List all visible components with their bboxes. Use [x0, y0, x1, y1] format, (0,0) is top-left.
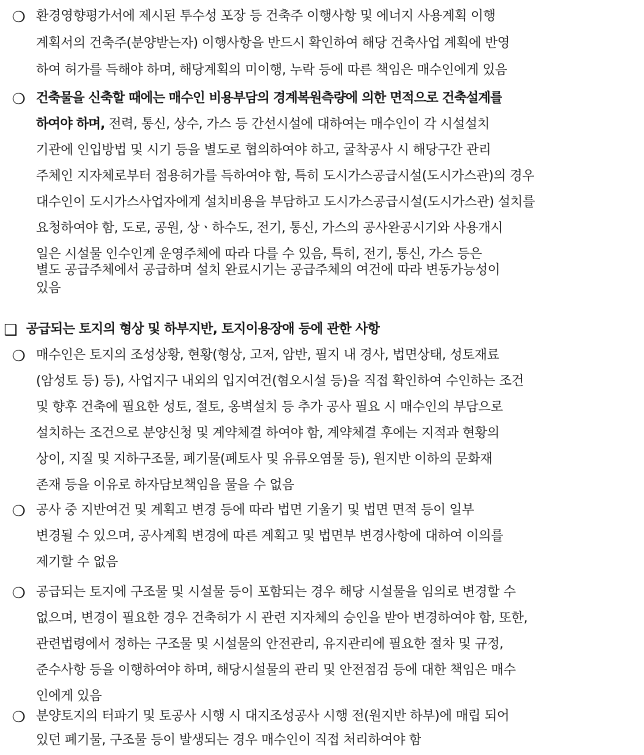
text-line: 기관에 인입방법 및 시기 등을 별도로 협의하여야 하고, 굴착공사 시 해당구간 관리 — [36, 143, 492, 158]
text-line: 분양토지의 터파기 및 토공사 시행 시 대지조성공사 시행 전(원지반 하부)에 매립 되어 — [36, 709, 510, 724]
text-line: 있음 — [36, 281, 61, 296]
text-line: 환경영향평가서에 제시된 투수성 포장 등 건축주 이행사항 및 에너지 사용계획 이행 — [36, 9, 496, 24]
text-line: 관련법령에서 정하는 구조물 및 시설물의 안전관리, 유지관리에 필요한 절차 및 규정, — [36, 637, 504, 652]
text-line: 대수인이 도시가스사업자에게 설치비용을 부담하고 도시가스공급시설(도시가스관) 설치를 — [36, 195, 536, 210]
text-line: 일은 시설물 인수인계 운영주체에 따라 다를 수 있음, 특히, 전기, 통신, 가스 등은 — [36, 247, 483, 262]
text-line: 있던 폐기물, 구조물 등이 발생되는 경우 매수인이 직접 처리하여야 함 — [36, 733, 422, 748]
text-line: 인에게 있음 — [36, 689, 102, 704]
text-line: 존재 등을 이유로 하자담보책임을 물을 수 없음 — [36, 478, 295, 493]
text-line: 준수사항 등을 이행하여야 하며, 해당시설물의 관리 및 안전점검 등에 대한 책임은 매수 — [36, 663, 516, 678]
text-line: 제기할 수 없음 — [36, 555, 119, 570]
text-line: 변경될 수 있으며, 공사계획 변경에 따른 계획고 및 법면부 변경사항에 대하여 이의를 — [36, 529, 504, 544]
text-line: 설치하는 조건으로 분양신청 및 계약체결 하여야 함, 계약체결 후에는 지적과 현황의 — [36, 426, 500, 441]
circle-bullet-icon: ❍ — [12, 584, 26, 602]
text-line: (암성토 등) 등), 사업지구 내외의 입지여건(혐오시설 등)을 직접 확인하여 수인하는 조건 — [36, 374, 524, 389]
text-line: 계획서의 건축주(분양받는자) 이행사항을 반드시 확인하여 해당 건축사업 계획에 반영 — [36, 36, 510, 51]
text-line: 하여 허가를 득해야 하며, 해당계획의 미이행, 누락 등에 따른 책임은 매수인에게 있음 — [36, 63, 508, 78]
circle-bullet-icon: ❍ — [12, 502, 26, 520]
text-line: 요청하여야 함, 도로, 공원, 상ㆍ하수도, 전기, 통신, 가스의 공사완공시기와 사용개시 — [36, 221, 503, 236]
bold-text-span: 하여야 하며, — [36, 117, 105, 132]
text-line: 공급되는 토지에 구조물 및 시설물 등이 포함되는 경우 해당 시설물을 임의로 변경할 수 — [36, 585, 516, 600]
square-bullet-icon: ❑ — [4, 321, 18, 339]
heading-text: 공급되는 토지의 형상 및 하부지반, 토지이용장애 등에 관한 사항 — [26, 322, 380, 337]
bold-text-line: 건축물을 신축할 때에는 매수인 비용부담의 경계복원측량에 의한 면적으로 건축설계를 — [36, 91, 503, 106]
text-span: 전력, 통신, 상수, 가스 등 간선시설에 대하여는 매수인이 각 시설설치 — [104, 117, 490, 132]
text-line: 매수인은 토지의 조성상황, 현황(형상, 고저, 암반, 필지 내 경사, 법면상태, 성토재료 — [36, 348, 500, 363]
text-line: 공사 중 지반여건 및 계획고 변경 등에 따라 법면 기울기 및 법면 면적 등이 일부 — [36, 503, 475, 518]
circle-bullet-icon: ❍ — [12, 90, 26, 108]
text-line: 주체인 지자체로부터 점용허가를 득하여야 함, 특히 도시가스공급시설(도시가스관)의 경우 — [36, 169, 535, 184]
circle-bullet-icon: ❍ — [12, 8, 26, 26]
text-line — [36, 112, 490, 138]
circle-bullet-icon: ❍ — [12, 708, 26, 726]
text-line: 및 향후 건축에 필요한 성토, 절토, 옹벽설치 등 추가 공사 필요 시 매수인의 부담으로 — [36, 400, 503, 415]
text-line: 없으며, 변경이 필요한 경우 건축허가 시 관련 지자체의 승인을 받아 변경하여야 함, 또한, — [36, 611, 528, 626]
text-line: 상이, 지질 및 지하구조물, 폐기물(폐토사 및 유류오염물 등), 원지반 이하의 문화재 — [36, 452, 493, 467]
circle-bullet-icon: ❍ — [12, 347, 26, 365]
text-line: 별도 공급주체에서 공급하며 설치 완료시기는 공급주체의 여건에 따라 변동가능성이 — [36, 263, 500, 278]
